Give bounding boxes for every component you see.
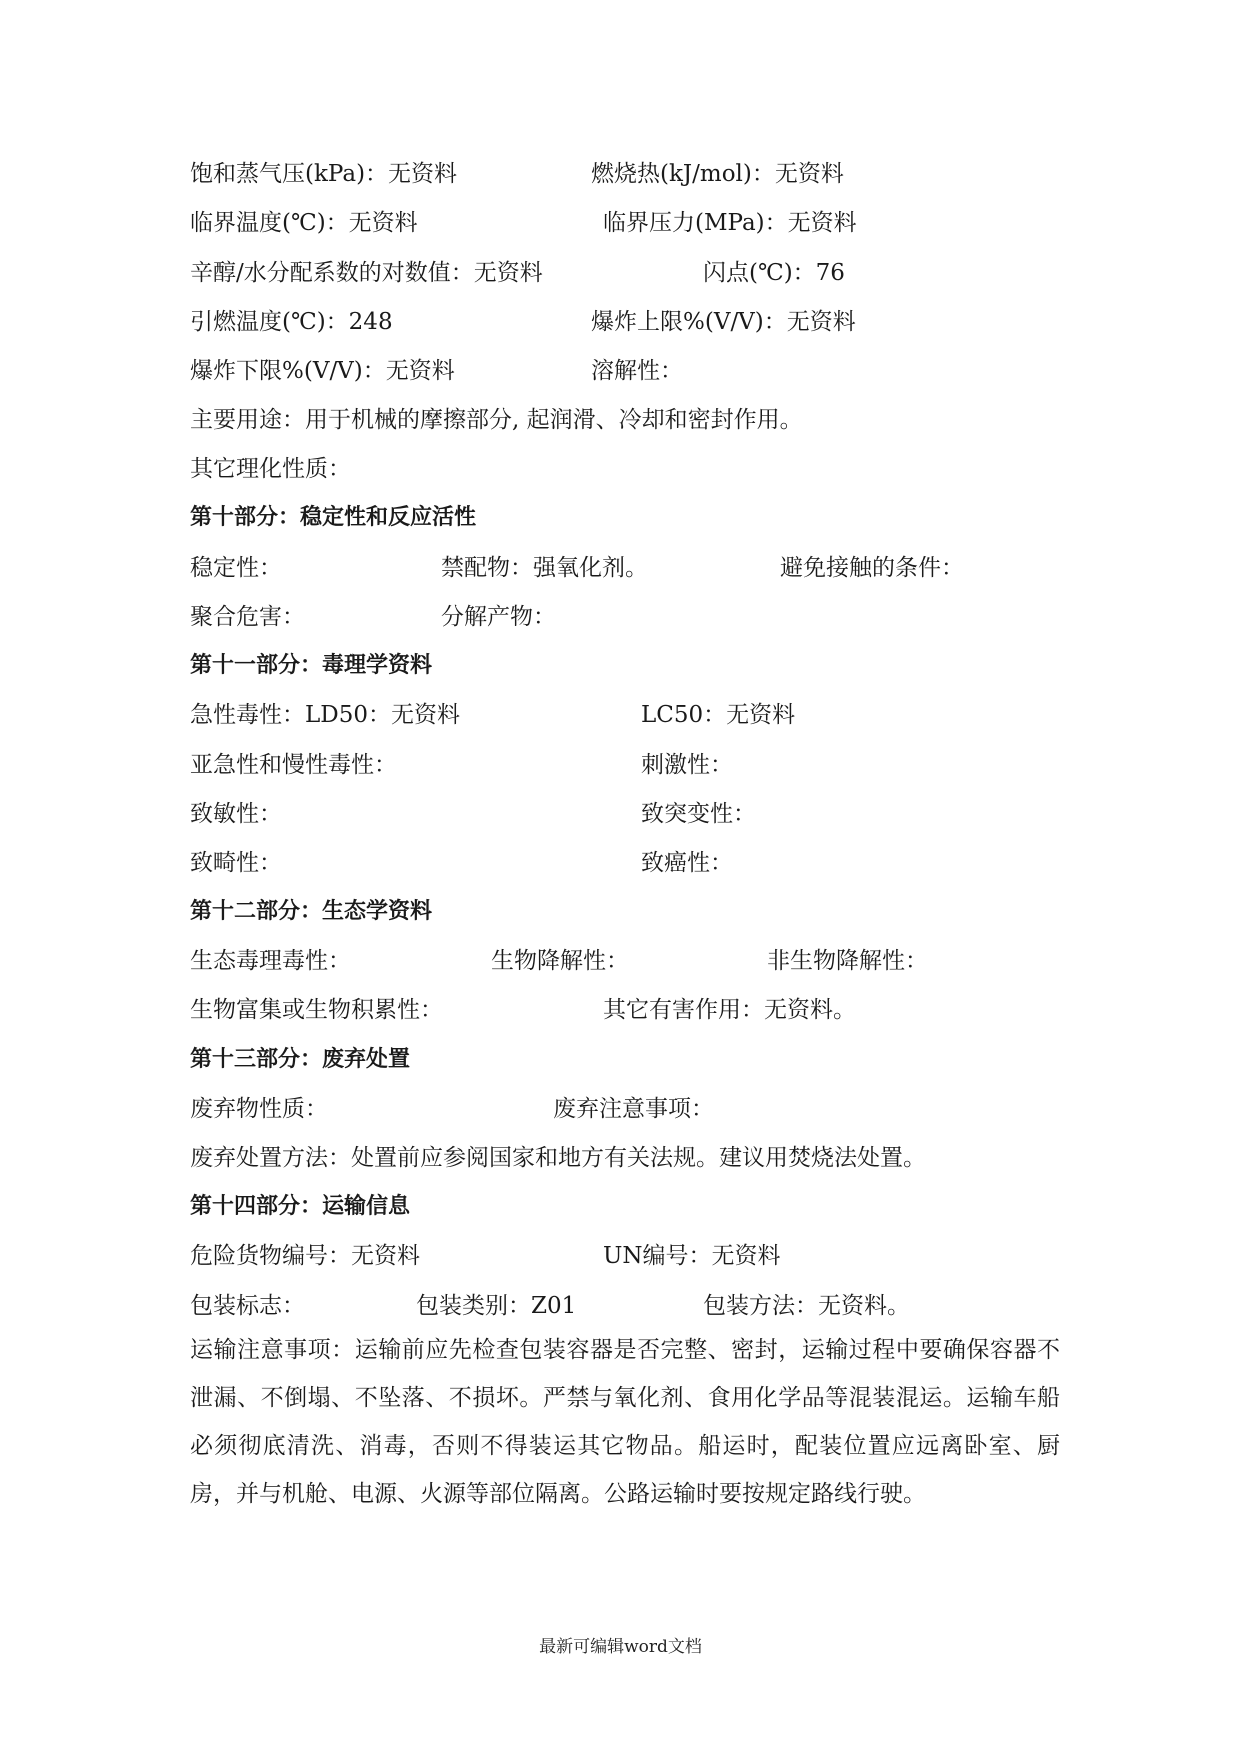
polymerization-hazard: 聚合危害： bbox=[190, 604, 305, 630]
critical-temperature: 临界温度(℃)：无资料 bbox=[190, 210, 418, 236]
teratogenicity: 致畸性： bbox=[190, 850, 282, 876]
carcinogenicity: 致癌性： bbox=[641, 850, 733, 876]
other-properties: 其它理化性质： bbox=[190, 456, 351, 482]
explosion-lower: 爆炸下限%(V/V)：无资料 bbox=[190, 358, 455, 384]
incompatible-materials: 禁配物：强氧化剂。 bbox=[441, 555, 648, 581]
other-harmful-effects: 其它有害作用：无资料。 bbox=[603, 997, 856, 1023]
packing-mark: 包装标志： bbox=[190, 1293, 305, 1319]
acute-toxicity: 急性毒性：LD50：无资料 bbox=[190, 702, 460, 728]
dangerous-goods-number: 危险货物编号：无资料 bbox=[190, 1243, 420, 1269]
bioaccumulation: 生物富集或生物积累性： bbox=[190, 997, 443, 1023]
non-biodegradability: 非生物降解性： bbox=[767, 948, 928, 974]
ecotoxicity: 生态毒理毒性： bbox=[190, 948, 351, 974]
irritation: 刺激性： bbox=[641, 752, 733, 778]
stability: 稳定性： bbox=[190, 555, 282, 581]
ignition-temperature: 引燃温度(℃)：248 bbox=[190, 309, 393, 335]
waste-notes: 废弃注意事项： bbox=[553, 1096, 714, 1122]
page-footer: 最新可编辑word文档 bbox=[539, 1637, 702, 1657]
section-10-heading: 第十部分：稳定性和反应活性 bbox=[190, 505, 477, 530]
main-use: 主要用途：用于机械的摩擦部分, 起润滑、冷却和密封作用。 bbox=[190, 407, 803, 433]
solubility: 溶解性： bbox=[591, 358, 683, 384]
transport-notes: 运输注意事项：运输前应先检查包装容器是否完整、密封，运输过程中要确保容器不泄漏、不倒塌、不坠落、不损坏。严禁与氧化剂、食用化学品等混装混运。运输车船必须彻底清洗、消毒，否则不得装运其它物品。船运时，配装位置应远离卧室、厨房，并与机舱、电源、火源等部位隔离。公路运输时要按规定路线行驶。 bbox=[190, 1337, 1060, 1507]
flash-point: 闪点(℃)：76 bbox=[703, 260, 845, 286]
packing-method: 包装方法：无资料。 bbox=[703, 1293, 910, 1319]
biodegradability: 生物降解性： bbox=[491, 948, 629, 974]
log-kow: 辛醇/水分配系数的对数值：无资料 bbox=[190, 260, 543, 286]
heat-of-combustion: 燃烧热(kJ/mol)：无资料 bbox=[591, 161, 844, 187]
conditions-to-avoid: 避免接触的条件： bbox=[780, 555, 964, 581]
section-11-heading: 第十一部分：毒理学资料 bbox=[190, 653, 433, 678]
critical-pressure: 临界压力(MPa)：无资料 bbox=[603, 210, 857, 236]
packing-category: 包装类别：Z01 bbox=[416, 1293, 577, 1319]
decomposition-products: 分解产物： bbox=[441, 604, 556, 630]
disposal-method: 废弃处置方法：处置前应参阅国家和地方有关法规。建议用焚烧法处置。 bbox=[190, 1145, 926, 1171]
section-12-heading: 第十二部分：生态学资料 bbox=[190, 899, 433, 924]
lc50: LC50：无资料 bbox=[641, 702, 796, 728]
section-13-heading: 第十三部分：废弃处置 bbox=[190, 1047, 411, 1072]
waste-nature: 废弃物性质： bbox=[190, 1096, 328, 1122]
section-14-heading: 第十四部分：运输信息 bbox=[190, 1194, 411, 1219]
explosion-upper: 爆炸上限%(V/V)：无资料 bbox=[591, 309, 856, 335]
subacute-toxicity: 亚急性和慢性毒性： bbox=[190, 752, 397, 778]
sensitization: 致敏性： bbox=[190, 801, 282, 827]
mutagenicity: 致突变性： bbox=[641, 801, 756, 827]
un-number: UN编号：无资料 bbox=[603, 1243, 781, 1269]
vapor-pressure: 饱和蒸气压(kPa)：无资料 bbox=[190, 161, 458, 187]
